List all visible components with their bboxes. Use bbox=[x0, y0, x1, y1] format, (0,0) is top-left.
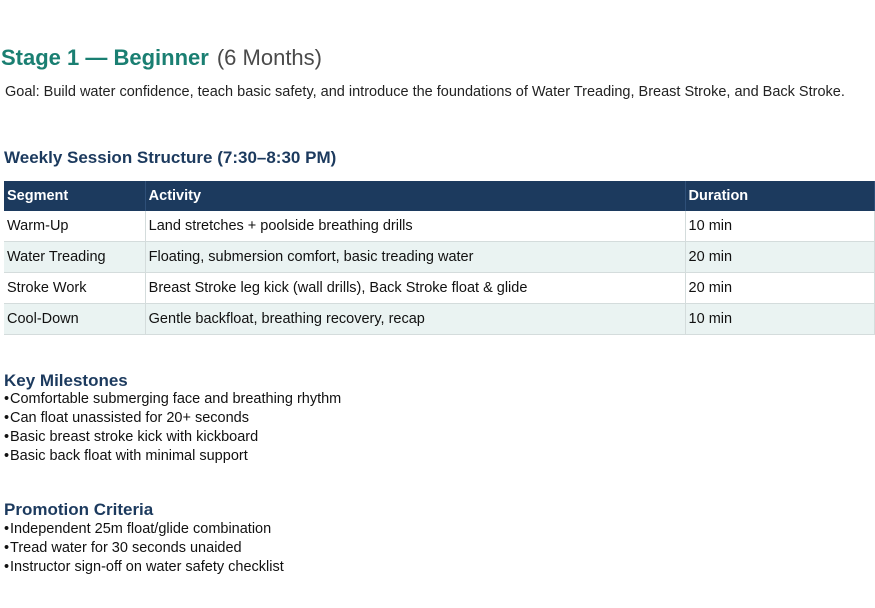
list-item-text: Tread water for 30 seconds unaided bbox=[10, 540, 242, 556]
table-row bbox=[4, 242, 875, 273]
table-header-row bbox=[4, 181, 875, 211]
list-item-text: Basic back float with minimal support bbox=[10, 448, 248, 464]
cell-segment: Stroke Work bbox=[4, 273, 145, 304]
list-item bbox=[4, 428, 341, 447]
cell-activity: Breast Stroke leg kick (wall drills), Back Stroke float & glide bbox=[145, 273, 685, 304]
list-item bbox=[4, 447, 341, 466]
stage-title: Stage 1 — Beginner bbox=[1, 45, 209, 70]
bullet-icon: • bbox=[4, 429, 10, 445]
bullet-icon: • bbox=[4, 410, 10, 426]
bullet-icon: • bbox=[4, 391, 10, 407]
cell-duration: 20 min bbox=[685, 242, 874, 273]
milestones-list bbox=[4, 390, 341, 466]
list-item-text: Comfortable submerging face and breathing rhythm bbox=[10, 391, 342, 407]
cell-segment: Warm-Up bbox=[4, 211, 145, 242]
table-row bbox=[4, 211, 875, 242]
table-row bbox=[4, 304, 875, 335]
cell-segment: Water Treading bbox=[4, 242, 145, 273]
list-item-text: Instructor sign-off on water safety checklist bbox=[10, 559, 284, 575]
key-milestones-heading: Key Milestones bbox=[4, 371, 128, 390]
cell-activity: Floating, submersion comfort, basic treading water bbox=[145, 242, 685, 273]
list-item-text: Independent 25m float/glide combination bbox=[10, 521, 272, 537]
stage-duration: (6 Months) bbox=[216, 45, 322, 70]
bullet-icon: • bbox=[4, 521, 10, 537]
bullet-icon: • bbox=[4, 559, 10, 575]
bullet-icon: • bbox=[4, 540, 10, 556]
promotion-list bbox=[4, 520, 284, 577]
cell-duration: 20 min bbox=[685, 273, 874, 304]
list-item bbox=[4, 390, 341, 409]
list-item bbox=[4, 558, 284, 577]
list-item-text: Basic breast stroke kick with kickboard bbox=[10, 429, 259, 445]
column-header-duration: Duration bbox=[685, 181, 874, 211]
list-item bbox=[4, 520, 284, 539]
cell-activity: Land stretches + poolside breathing drills bbox=[145, 211, 685, 242]
list-item bbox=[4, 409, 341, 428]
page-title bbox=[1, 44, 322, 72]
table-row bbox=[4, 273, 875, 304]
cell-segment: Cool-Down bbox=[4, 304, 145, 335]
weekly-session-heading: Weekly Session Structure (7:30–8:30 PM) bbox=[4, 148, 337, 167]
column-header-activity: Activity bbox=[145, 181, 685, 211]
goal-text: Goal: Build water confidence, teach basic safety, and introduce the foundations of Water Treading, Breast Stroke, and Back Stroke. bbox=[5, 84, 845, 100]
promotion-criteria-heading: Promotion Criteria bbox=[4, 500, 154, 519]
cell-duration: 10 min bbox=[685, 304, 874, 335]
list-item bbox=[4, 539, 284, 558]
cell-duration: 10 min bbox=[685, 211, 874, 242]
bullet-icon: • bbox=[4, 448, 10, 464]
cell-activity: Gentle backfloat, breathing recovery, recap bbox=[145, 304, 685, 335]
session-table bbox=[4, 181, 875, 335]
list-item-text: Can float unassisted for 20+ seconds bbox=[10, 410, 249, 426]
column-header-segment: Segment bbox=[4, 181, 145, 211]
